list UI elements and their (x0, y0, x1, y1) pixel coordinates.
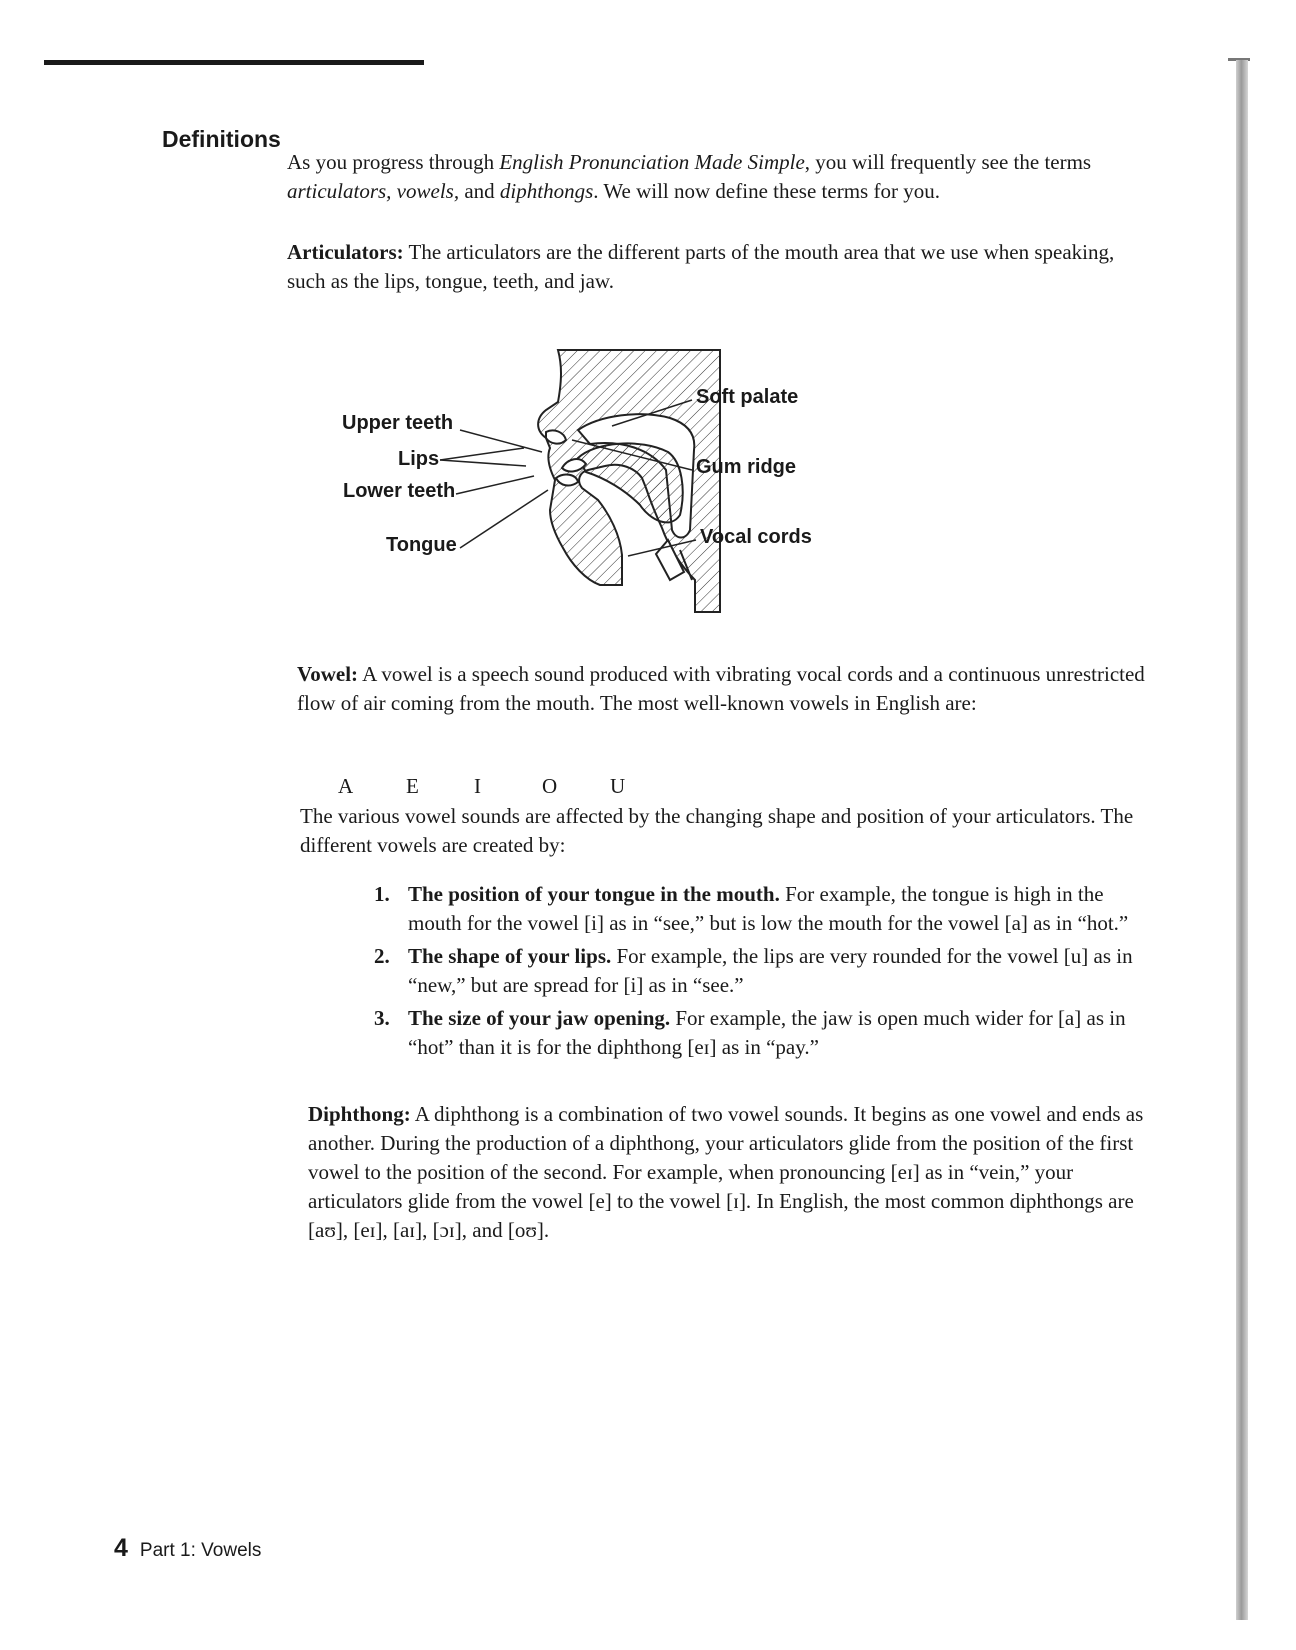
definition-text: A vowel is a speech sound produced with vibrating vocal cords and a continuous unrestricted flow of air coming from the mouth. The most well-known vowels in English are: (297, 662, 1145, 715)
page-edge-shadow (1236, 60, 1248, 1620)
vowel-factors-list (374, 880, 1154, 1066)
intro-paragraph (287, 148, 1147, 206)
definition-term: Diphthong: (308, 1102, 411, 1126)
diphthong-definition (308, 1100, 1168, 1245)
vowel-letters (338, 774, 678, 799)
label-gum-ridge: Gum ridge (696, 456, 797, 478)
running-head: Part 1: Vowels (139, 1540, 262, 1561)
definition-text: A diphthong is a combination of two vowel sounds. It begins as one vowel and ends as another. During the production of a diphthong, your articulators glide from the position of the first vowel to the position of the second. For example, when pronouncing [eɪ] as in “vein,” your articulators glide from the vowel [e] to the vowel [ɪ]. In English, the most common diphthongs are [aʊ], [eɪ], [aɪ], [ɔɪ], and [oʊ]. (308, 1102, 1144, 1242)
label-upper-teeth: Upper teeth (342, 412, 454, 434)
list-item-text: For example, the jaw is open much wider for [a] as in “hot” than it is for the diphthong [eɪ] as in “pay.” (408, 1006, 1126, 1059)
vowel-letter: U (610, 774, 626, 798)
vowel-letter: O (542, 774, 558, 798)
list-item (374, 880, 1154, 938)
intro-text: and (459, 179, 500, 203)
list-item-lead: The shape of your lips. (408, 944, 612, 968)
label-lips: Lips (398, 448, 440, 470)
label-tongue: Tongue (386, 534, 457, 556)
intro-terms: articulators, vowels, (287, 179, 460, 203)
vowel-letter: I (474, 774, 481, 798)
book-title: English Pronunciation Made Simple (499, 150, 805, 174)
list-number: 3. (374, 1006, 390, 1030)
page-footer (114, 1534, 261, 1563)
list-item (374, 1004, 1154, 1062)
definition-term: Vowel: (297, 662, 359, 686)
vowel-letter: E (406, 774, 419, 798)
label-vocal-cords: Vocal cords (700, 526, 812, 548)
list-item-text: For example, the lips are very rounded for the vowel [u] as in “new,” but are spread for [i] as in “see.” (408, 944, 1133, 997)
vowel-letter: A (338, 774, 354, 798)
intro-text: , you will frequently see the terms (804, 150, 1092, 174)
articulators-diagram (342, 340, 850, 625)
articulators-definition (287, 238, 1147, 296)
list-item-lead: The position of your tongue in the mouth. (408, 882, 780, 906)
intro-terms: diphthongs (499, 179, 594, 203)
vowel-factors-intro: The various vowel sounds are affected by the changing shape and position of your articulators. The different vowels are created by: (300, 804, 1134, 857)
label-soft-palate: Soft palate (696, 386, 799, 408)
intro-text: As you progress through (287, 150, 500, 174)
top-rule (44, 60, 424, 65)
list-item-text: For example, the tongue is high in the mouth for the vowel [i] as in “see,” but is low the mouth for the vowel [a] as in “hot.” (408, 882, 1129, 935)
intro-text: . We will now define these terms for you. (593, 179, 940, 203)
page-number: 4 (114, 1534, 128, 1562)
list-item-lead: The size of your jaw opening. (408, 1006, 671, 1030)
list-item (374, 942, 1154, 1000)
section-heading: Definitions (162, 126, 281, 152)
definition-text: The articulators are the different parts of the mouth area that we use when speaking, such as the lips, tongue, teeth, and jaw. (287, 240, 1115, 293)
vowel-definition (297, 660, 1157, 718)
list-number: 2. (374, 944, 390, 968)
definition-term: Articulators: (287, 240, 404, 264)
label-lower-teeth: Lower teeth (343, 480, 456, 502)
list-number: 1. (374, 882, 390, 906)
